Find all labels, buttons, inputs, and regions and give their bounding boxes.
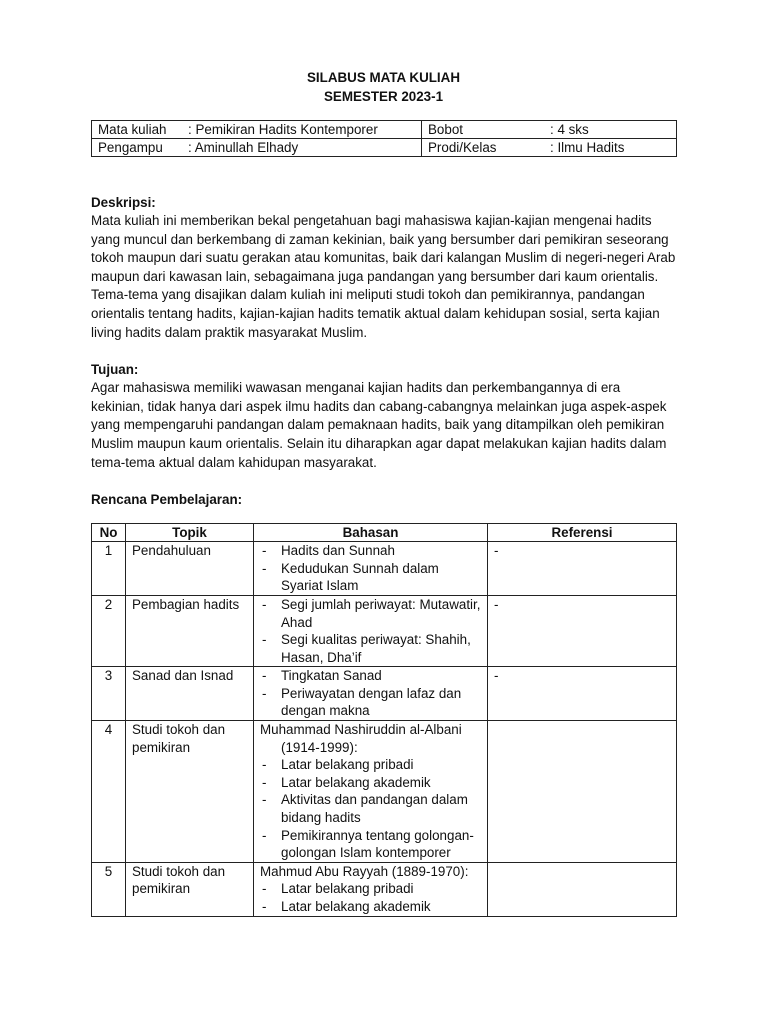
list-item: - Aktivitas dan pandangan dalam bidang hadits — [260, 791, 481, 826]
pengampu-label: Pengampu — [98, 140, 163, 155]
list-item: - Segi kualitas periwayat: Shahih, Hasan, Dha’if — [260, 631, 481, 666]
lesson-plan-table — [91, 523, 677, 916]
info-row-1 — [92, 121, 677, 139]
list-item: - Segi jumlah periwayat: Mutawatir, Ahad — [260, 596, 481, 631]
table-row — [92, 667, 677, 721]
row-referensi — [488, 721, 677, 863]
bahasan-intro: Mahmud Abu Rayyah (1889-1970): — [260, 863, 469, 879]
list-item: - Kedudukan Sunnah dalam Syariat Islam — [260, 560, 481, 595]
table-row — [92, 862, 677, 916]
list-item: - Latar belakang pribadi — [260, 756, 481, 774]
bobot-value: : 4 sks — [550, 122, 589, 137]
list-item: - Latar belakang akademik — [260, 898, 481, 916]
col-topik-header: Topik — [126, 524, 254, 542]
list-item: - Periwayatan dengan lafaz dan dengan makna — [260, 685, 481, 720]
row-bahasan — [254, 667, 488, 721]
matkul-cell — [92, 121, 422, 139]
row-number: 2 — [92, 595, 126, 666]
prodi-label: Prodi/Kelas — [428, 140, 497, 155]
matkul-value: : Pemikiran Hadits Kontemporer — [188, 122, 378, 137]
row-referensi: - — [488, 667, 677, 721]
row-bahasan — [254, 721, 488, 863]
prodi-cell — [422, 139, 677, 157]
tujuan-text: Agar mahasiswa memiliki wawasan menganai kajian hadits dan perkembangannya di era kekinian, tidak hanya dari aspek ilmu hadits dan cabang-cabangnya melainkan juga aspek-aspek yang mempengaruhi pandangan dalam pemaknaan hadits, baik yang ditampilkan oleh pemikiran Muslim maupun kaum orientalis. Selain itu diharapkan agar dapat melakukan kajian hadits dalam tema-tema aktual dalam kahidupan masyarakat. — [91, 380, 667, 470]
row-referensi: - — [488, 595, 677, 666]
pengampu-value: : Aminullah Elhady — [188, 140, 299, 155]
list-item: - Tingkatan Sanad — [260, 667, 481, 685]
course-info-table — [91, 120, 677, 157]
col-bahasan-header: Bahasan — [254, 524, 488, 542]
bahasan-intro: Muhammad Nashiruddin al-Albani (1914-1999): — [260, 722, 462, 755]
row-number: 4 — [92, 721, 126, 863]
row-number: 3 — [92, 667, 126, 721]
deskripsi-heading: Deskripsi: — [91, 195, 156, 210]
rencana-heading: Rencana Pembelajaran: — [91, 492, 243, 508]
row-topik: Pembagian hadits — [126, 595, 254, 666]
row-topik: Studi tokoh dan pemikiran — [126, 862, 254, 916]
col-no-header: No — [92, 524, 126, 542]
table-row — [92, 721, 677, 863]
row-topik: Pendahuluan — [126, 542, 254, 596]
deskripsi-text: Mata kuliah ini memberikan bekal pengetahuan bagi mahasiswa kajian-kajian mengenai hadits yang muncul dan berkembang di zaman kekinian, baik yang bersumber dari pemikiran seseorang tokoh maupun dari suatu gerakan atau komunitas, baik dari kalangan Muslim di negeri-negeri Arab maupun dari kawasan lain, sebagaimana juga pandangan yang bersumber dari kaum orientalis. Tema-tema yang disajikan dalam kuliah ini meliputi studi tokoh dan pemikirannya, pandangan orientalis tentang hadits, kajian-kajian hadits tematik aktual dalam kehidupan sosial, serta kajian living hadits dalam praktik masyarakat Muslim. — [91, 213, 676, 340]
row-bahasan — [254, 862, 488, 916]
bahasan-list — [260, 596, 481, 666]
bahasan-list — [260, 542, 481, 595]
row-number: 1 — [92, 542, 126, 596]
row-bahasan — [254, 542, 488, 596]
row-number: 5 — [92, 862, 126, 916]
tujuan-section — [91, 360, 676, 472]
plan-body — [92, 542, 677, 916]
bahasan-list — [260, 880, 481, 915]
prodi-value: : Ilmu Hadits — [550, 140, 625, 155]
list-item: - Latar belakang akademik — [260, 774, 481, 792]
semester-title: SEMESTER 2023-1 — [323, 89, 444, 104]
document-title: SILABUS MATA KULIAH — [307, 70, 460, 85]
rencana-section — [91, 490, 676, 509]
pengampu-cell — [92, 139, 422, 157]
bahasan-list — [260, 756, 481, 862]
list-item: - Hadits dan Sunnah — [260, 542, 481, 560]
table-row — [92, 595, 677, 666]
row-referensi: - — [488, 542, 677, 596]
table-row — [92, 542, 677, 596]
bobot-cell — [422, 121, 677, 139]
list-item: - Latar belakang pribadi — [260, 880, 481, 898]
col-referensi-header: Referensi — [488, 524, 677, 542]
plan-header-row — [92, 524, 677, 542]
tujuan-heading: Tujuan: — [91, 362, 139, 378]
bobot-label: Bobot — [428, 122, 463, 137]
syllabus-page — [91, 68, 676, 917]
list-item: - Pemikirannya tentang golongan-golongan Islam kontemporer — [260, 827, 481, 862]
bahasan-list — [260, 667, 481, 720]
matkul-label: Mata kuliah — [98, 122, 167, 137]
row-topik: Studi tokoh dan pemikiran — [126, 721, 254, 863]
row-bahasan — [254, 595, 488, 666]
deskripsi-section — [91, 193, 676, 342]
row-topik: Sanad dan Isnad — [126, 667, 254, 721]
row-referensi — [488, 862, 677, 916]
info-row-2 — [92, 139, 677, 157]
